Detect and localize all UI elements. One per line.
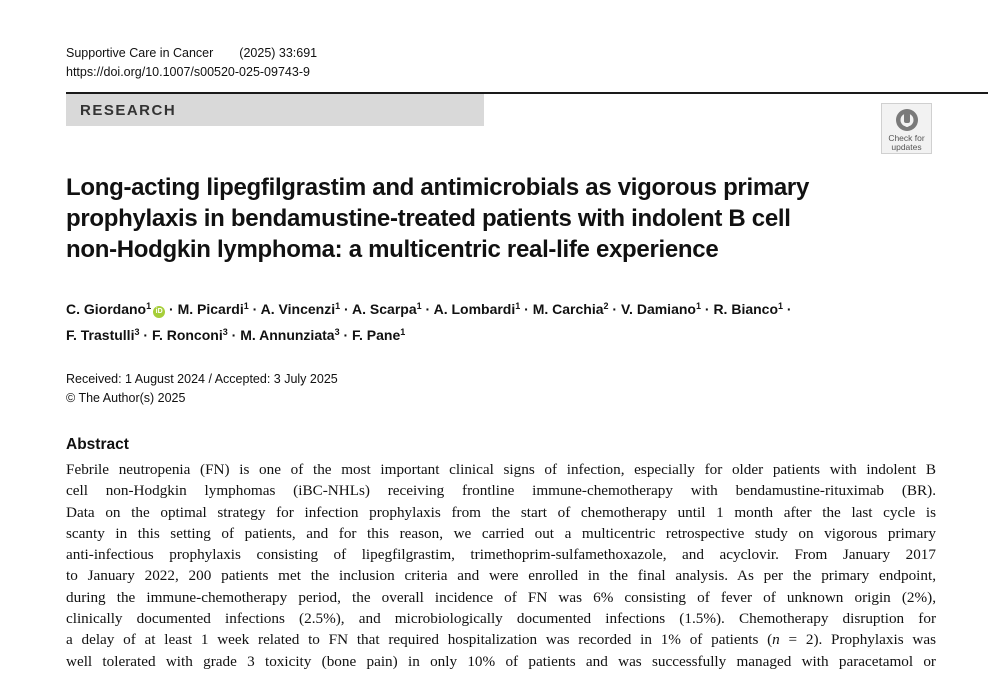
author-name: A. Vincenzi: [260, 301, 336, 317]
abstract-line: well tolerated with grade 3 toxicity (bone pain) in only 10% of patients and was successfully managed with paracetamol or: [66, 652, 936, 670]
author-name: V. Damiano: [621, 301, 696, 317]
abstract-line: during the immune-chemotherapy period, the overall incidence of FN was 6% consisting of fever of unknown origin (2%),: [66, 588, 936, 606]
abstract-line: anti-infectious prophylaxis consisting of lipegfilgrastim, trimethoprim-sulfamethoxazole, and acyclovir. From January 2017: [66, 546, 936, 564]
author-name: A. Scarpa: [352, 301, 417, 317]
journal-header: [66, 44, 317, 82]
crossmark-icon: [895, 108, 919, 132]
abstract-heading: Abstract: [66, 436, 129, 453]
article-title: [66, 172, 906, 265]
abstract-line: to January 2022, 200 patients met the inclusion criteria and were enrolled in the final analysis. As per the primary endpoint,: [66, 567, 936, 585]
abstract-line: cell non-Hodgkin lymphomas (iBC-NHLs) receiving frontline immune-chemotherapy with bendamustine-rituximab (BR).: [66, 482, 936, 500]
title-line: non-Hodgkin lymphoma: a multicentric real-life experience: [66, 236, 719, 263]
section-label: RESEARCH: [80, 101, 177, 119]
author-line: C. Giordano$^1$iD · M. Picardi$^1$ · A. Vincenzi$^1$ · A. Scarpa$^1$ · A. Lombardi$^1$ · M. Carchia$^2$ · V. Damiano$^1$ · R. Bianco$^1$ ·: [66, 301, 792, 317]
journal-name: Supportive Care in Cancer: [66, 46, 214, 60]
author-name: F. Trastulli: [66, 327, 135, 343]
received-accepted: Received: 1 August 2024 / Accepted: 3 July 2025: [66, 372, 338, 386]
copyright: © The Author(s) 2025: [66, 391, 186, 405]
section-bar: [66, 94, 484, 126]
abstract-line: Data on the optimal strategy for infection prophylaxis from the start of chemotherapy until 1 month after the last cycle is: [66, 503, 936, 521]
author-name: F. Ronconi: [151, 327, 223, 343]
abstract-line: Febrile neutropenia (FN) is one of the most important clinical signs of infection, especially for older patients with indolent B: [66, 461, 936, 478]
abstract-line: clinically documented infections (2.5%), and microbiologically documented infections (1.5%). Chemotherapy disruption for: [66, 610, 936, 628]
journal-volume: (2025) 33:691: [239, 46, 318, 60]
author-name: F. Pane: [352, 327, 401, 343]
author-name: A. Lombardi: [433, 301, 516, 317]
abstract-line: a delay of at least 1 week related to FN that required hospitalization was recorded in 1% of patients (n = 2). Prophylaxis was: [66, 631, 936, 649]
author-name: M. Picardi: [177, 301, 244, 317]
check-for-updates-badge[interactable]: [881, 103, 932, 154]
author-name: M. Carchia: [532, 301, 604, 317]
author-name: C. Giordano: [66, 301, 147, 317]
doi-link[interactable]: https://doi.org/10.1007/s00520-025-09743-9: [66, 65, 310, 79]
crossmark-label: Check for updates: [888, 133, 925, 152]
abstract-line: scanty in this setting of patients, and for this reason, we carried out a multicentric retrospective study on vigorous primary: [66, 524, 936, 542]
article-dates: [66, 370, 338, 408]
author-line: F. Trastulli$^3$ · F. Ronconi$^3$ · M. Annunziata$^3$ · F. Pane$^1$: [66, 327, 406, 343]
author-name: R. Bianco: [713, 301, 779, 317]
title-line: Long-acting lipegfilgrastim and antimicrobials as vigorous primary: [66, 174, 810, 201]
author-name: M. Annunziata: [240, 327, 335, 343]
abstract-body: [66, 459, 936, 672]
title-line: prophylaxis in bendamustine-treated patients with indolent B cell: [66, 205, 791, 232]
orcid-icon[interactable]: iD: [153, 306, 165, 318]
author-list: [66, 295, 946, 347]
